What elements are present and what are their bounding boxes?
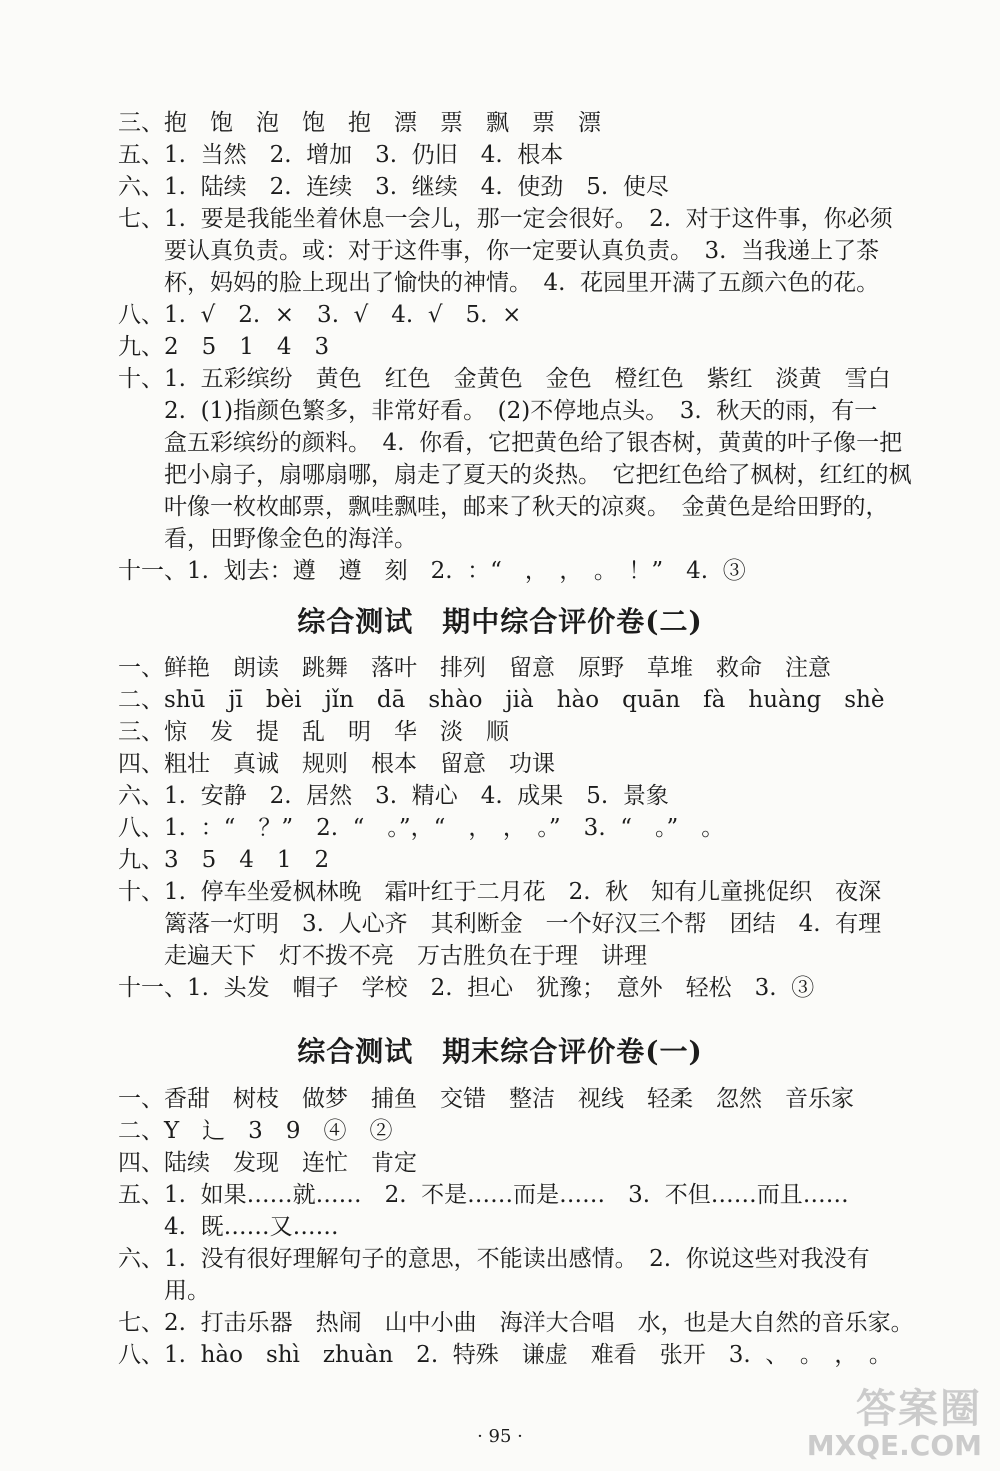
answer-line: 杯，妈妈的脸上现出了愉快的神情。 4. 花园里开满了五颜六色的花。 <box>118 270 880 296</box>
answer-line: 四、粗壮 真诚 规则 根本 留意 功课 <box>118 751 555 777</box>
answer-line: 4. 既……又…… <box>118 1214 339 1240</box>
answer-line: 五、1. 当然 2. 增加 3. 仍旧 4. 根本 <box>118 142 564 168</box>
answer-line: 九、3 5 4 1 2 <box>118 847 330 873</box>
answer-line: 十、1. 停车坐爱枫林晚 霜叶红于二月花 2. 秋 知有儿童挑促织 夜深 <box>118 879 882 905</box>
answer-line: 篱落一灯明 3. 人心齐 其利断金 一个好汉三个帮 团结 4. 有理 <box>118 911 882 937</box>
answer-line: 十一、1. 划去：遵 遵 刻 2. ：“ ， ， 。 ！” 4. ③ <box>118 558 746 584</box>
watermark-title: 答案圈 <box>856 1386 982 1432</box>
answer-line: 八、1. hào shì zhuàn 2. 特殊 谦虚 难看 张开 3. 、 。 ， 。 <box>118 1342 892 1368</box>
answer-line: 走遍天下 灯不拨不亮 万古胜负在于理 讲理 <box>118 943 647 969</box>
answer-line: 用。 <box>118 1278 210 1304</box>
answer-section-1 <box>118 107 928 587</box>
answer-line: 八、1. √ 2. × 3. √ 4. √ 5. × <box>118 302 522 328</box>
answer-line: 九、2 5 1 4 3 <box>118 334 330 360</box>
answer-line: 一、香甜 树枝 做梦 捕鱼 交错 整洁 视线 轻柔 忽然 音乐家 <box>118 1086 854 1112</box>
page-number: · 95 · <box>477 1426 523 1447</box>
answer-line: 二、shū jī bèi jǐn dā shào jià hào quān fà huàng shè <box>118 687 885 713</box>
answer-line: 十一、1. 头发 帽子 学校 2. 担心 犹豫； 意外 轻松 3. ③ <box>118 975 815 1001</box>
answer-line: 二、Y 辶 3 9 ④ ② <box>118 1118 393 1144</box>
answer-line: 看，田野像金色的海洋。 <box>118 526 417 552</box>
answer-section-2 <box>118 652 928 1004</box>
answer-line: 四、陆续 发现 连忙 肯定 <box>118 1150 417 1176</box>
answer-line: 三、抱 饱 泡 饱 抱 漂 票 飘 票 漂 <box>118 110 601 136</box>
answer-line: 六、1. 安静 2. 居然 3. 精心 4. 成果 5. 景象 <box>118 783 669 809</box>
answer-line: 把小扇子，扇哪扇哪，扇走了夏天的炎热。 它把红色给了枫树，红红的枫 <box>118 462 912 488</box>
answer-line: 十、1. 五彩缤纷 黄色 红色 金黄色 金色 橙红色 紫红 淡黄 雪白 <box>118 366 891 392</box>
answer-line: 叶像一枚枚邮票，飘哇飘哇，邮来了秋天的凉爽。 金黄色是给田野的， <box>118 494 889 520</box>
watermark-url: MXQE.COM <box>806 1429 982 1462</box>
answer-line: 三、惊 发 提 乱 明 华 淡 顺 <box>118 719 509 745</box>
answer-line: 要认真负责。或：对于这件事，你一定要认真负责。 3. 当我递上了茶 <box>118 238 880 264</box>
section-heading-midterm: 综合测试 期中综合评价卷(二) <box>297 605 703 638</box>
answer-section-3 <box>118 1083 928 1371</box>
section-heading-final: 综合测试 期末综合评价卷(一) <box>297 1035 703 1068</box>
answer-line: 七、1. 要是我能坐着休息一会儿，那一定会很好。 2. 对于这件事，你必须 <box>118 206 893 232</box>
answer-line: 七、2. 打击乐器 热闹 山中小曲 海洋大合唱 水，也是大自然的音乐家。 <box>118 1310 914 1336</box>
answer-line: 2. (1)指颜色繁多，非常好看。 (2)不停地点头。 3. 秋天的雨，有一 <box>118 398 878 424</box>
answer-line: 一、鲜艳 朗读 跳舞 落叶 排列 留意 原野 草堆 救命 注意 <box>118 655 831 681</box>
answer-line: 五、1. 如果……就…… 2. 不是……而是…… 3. 不但……而且…… <box>118 1182 849 1208</box>
answer-line: 盒五彩缤纷的颜料。 4. 你看，它把黄色给了银杏树，黄黄的叶子像一把 <box>118 430 903 456</box>
answer-line: 六、1. 陆续 2. 连续 3. 继续 4. 使劲 5. 使尽 <box>118 174 669 200</box>
watermark-logo <box>807 1387 982 1461</box>
answer-line: 六、1. 没有很好理解句子的意思，不能读出感情。 2. 你说这些对我没有 <box>118 1246 870 1272</box>
answer-line: 八、1. ：“ ？” 2. “ 。”，“ ， ， 。” 3. “ 。” 。 <box>118 815 725 841</box>
